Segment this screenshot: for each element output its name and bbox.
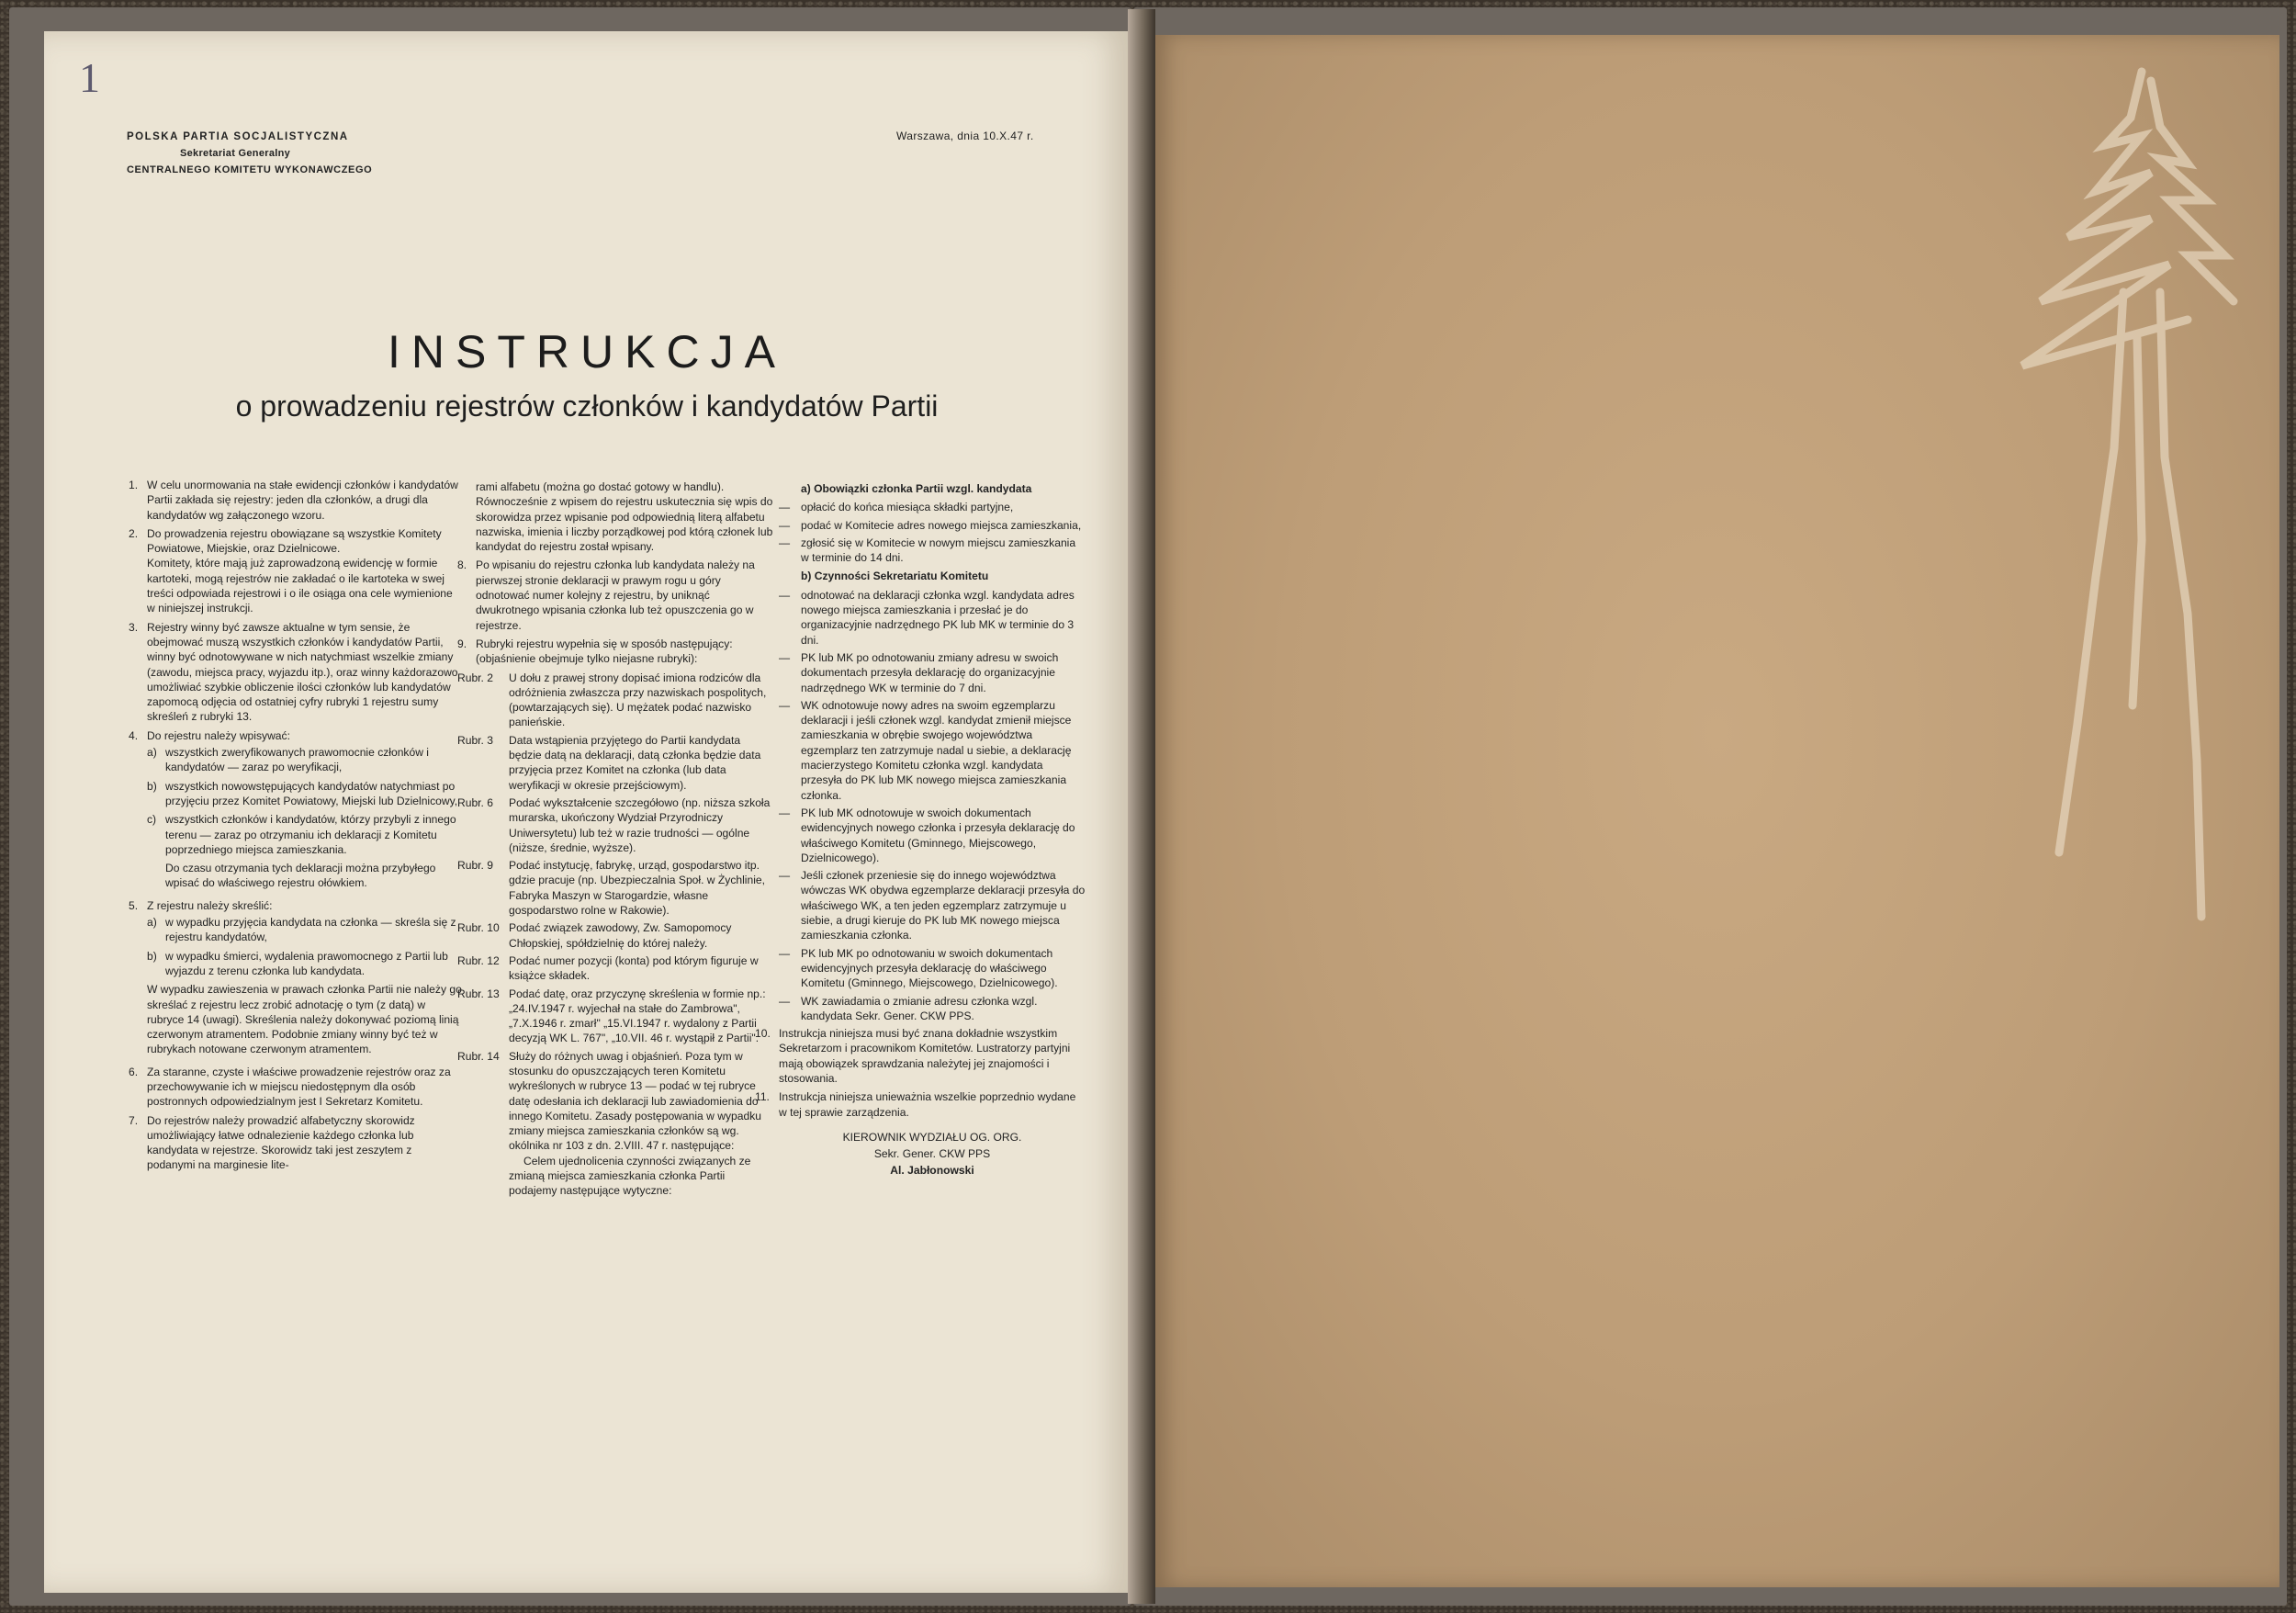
- right-page-blank: [1155, 35, 2279, 1587]
- paragraph-2-continued: Komitety, które mają już zaprowadzoną ewidencję w formie kartoteki, mogą rejestrów nie zakładać o ile kartoteka w swej treści odpowiada rejestrowi i o ile osiąga ona cele wymienione w niniejszej instrukcji.: [147, 557, 453, 615]
- handwritten-page-number: 1: [79, 54, 100, 101]
- paragraph-10: 10. Instrukcja niniejsza musi być znana dokładnie wszystkim Sekretarzom i pracownikom Komitetów. Lustratorzy partyjni mają obowiązek sprawdzania należytej jej znajomości i stosowania.: [755, 1027, 1071, 1085]
- left-page: [44, 31, 1128, 1593]
- signature-block: [779, 1129, 1086, 1179]
- duty-item: — Jeśli członek przeniesie się do innego województwa wówczas WK obydwa egzemplarze deklaracji przesyła do właściwego WK, a ten jeden egzemplarz zatrzymuje u siebie, a drugi kieruje do PK lub MK nowego miejsca zamieszkania członka.: [779, 869, 1086, 942]
- text-column-2: [457, 478, 775, 1201]
- duty-item: — PK lub MK po odnotowaniu zmiany adresu w swoich dokumentach przesyła deklarację do organizacyjnie nadrzędnego WK w terminie do 7 dni.: [779, 650, 1059, 694]
- paragraph-1: 1. W celu unormowania na stałe ewidencji członków i kandydatów Partii zakłada się rejestry: jeden dla członków, a drugi dla kandydatów wg załączonego wzoru.: [129, 479, 458, 522]
- paragraph-2: 2. Do prowadzenia rejestru obowiązane są wszystkie Komitety Powiatowe, Miejskie, oraz Dzielnicowe. Komitety, które mają już zaprowadzoną ewidencję w formie kartoteki, mogą rejestrów nie zakładać o ile kartoteka w swej treści odpowiada rejestrowi i o ile osiąga ona cele wymienione w niniejszej instrukcji.: [129, 526, 453, 615]
- document-subtitle: o prowadzeniu rejestrów członków i kandydatów Partii: [235, 389, 939, 423]
- paragraph-5b: b) w wypadku śmierci, wydalenia prawomocnego z Partii lub wyjazdu z terenu członka lub kandydata.: [147, 949, 448, 977]
- paragraph-4-continued: Do czasu otrzymania tych deklaracji można przybyłego wpisać do właściwego rejestru ołówkiem.: [165, 862, 436, 890]
- section-b-heading: b) Czynności Sekretariatu Komitetu: [801, 570, 989, 583]
- section-a-heading: a) Obowiązki członka Partii wzgl. kandydata: [801, 482, 1032, 495]
- duty-item: — zgłosić się w Komitecie w nowym miejscu zamieszkania w terminie do 14 dni.: [779, 536, 1076, 565]
- document-title: INSTRUKCJA: [388, 326, 786, 378]
- org-name: POLSKA PARTIA SOCJALISTYCZNA: [127, 131, 349, 142]
- signature-title: KIEROWNIK WYDZIAŁU OG. ORG.: [842, 1130, 1022, 1144]
- paragraph-7: 7. Do rejestrów należy prowadzić alfabetyczny skorowidz umożliwiający łatwe odnalezienie każdego członka lub kandydata w rejestrze. Skorowidz taki jest zeszytem z podanymi na marginesie lite-: [129, 1113, 415, 1172]
- paragraph-5a: a) w wypadku przyjęcia kandydata na członka — skreśla się z rejestru kandydatów,: [147, 916, 456, 944]
- rubric-12: Rubr. 12 Podać numer pozycji (konta) pod którym figuruje w książce składek.: [457, 953, 759, 983]
- duty-item: — PK lub MK odnotowuje w swoich dokumentach ewidencyjnych nowego członka i przesyła deklarację do właściwego Komitetu (Gminnego, Miejscowego, Dzielnicowego).: [779, 806, 1075, 864]
- org-secretariat: Sekretariat Generalny: [180, 148, 291, 159]
- rubric-3: Rubr. 3 Data wstąpienia przyjętego do Partii kandydata będzie datą na deklaracji, datą członka będzie data przyjęcia przez Komitet na członka (lub data weryfikacji w okresie przejściowym).: [457, 733, 761, 792]
- paragraph-9: 9. Rubryki rejestru wypełnia się w sposób następujący: (objaśnienie obejmuje tylko niejasne rubryki):: [457, 637, 733, 666]
- paragraph-4c: c) wszystkich członków i kandydatów, którzy przybyli z innego terenu — zaraz po otrzymaniu ich deklaracji z Komitetu poprzedniego miejsca zamieszkania.: [147, 813, 456, 856]
- paragraph-4b: b) wszystkich nowowstępujących kandydatów natychmiast po przyjęciu przez Komitet Powiatowy, Miejski lub Dzielnicowy,: [147, 779, 458, 807]
- paragraph-11: 11. Instrukcja niniejsza unieważnia wszelkie poprzednio wydane w tej sprawie zarządzenia.: [755, 1090, 1076, 1119]
- rubric-10: Rubr. 10 Podać związek zawodowy, Zw. Samopomocy Chłopskiej, spółdzielnię do której należy.: [457, 921, 732, 950]
- duty-item: — odnotować na deklaracji członka wzgl. kandydata adres nowego miejsca zamieszkania i przesłać je do organizacyjnie nadrzędnego PK lub MK w terminie do 3 dni.: [779, 588, 1075, 647]
- paragraph-8: 8. Po wpisaniu do rejestru członka lub kandydata należy na pierwszej stronie deklaracji w prawym rogu u góry odnotować numer kolejny z rejestru, by uniknąć dwukrotnego wpisania członka lub też opuszczenia go w rejestrze.: [457, 558, 755, 632]
- rubric-9: Rubr. 9 Podać instytucję, fabrykę, urząd, gospodarstwo itp. gdzie pracuje (np. Ubezpieczalnia Społ. w Żychlinie, Fabryka Maszyn w Starogardzie, własne gospodarstwo rolne w Rakowie).: [457, 859, 765, 918]
- text-column-1: [129, 478, 463, 1177]
- place-date: Warszawa, dnia 10.X.47 r.: [896, 130, 1034, 142]
- paragraph-5-continued: W wypadku zawieszenia w prawach członka Partii nie należy go skreślać z rejestru lecz zrobić adnotację o tym (z datą) w rubryce 14 (uwagi). Skreślenia należy dokonywać poziomą linią czerwonym atramentem. Podobnie zmiany winny być też w rubrykach notowane czerwonym atramentem.: [147, 983, 462, 1056]
- paragraph-4a: a) wszystkich zweryfikowanych prawomocnie członków i kandydatów — zaraz po weryfikacji,: [147, 746, 429, 774]
- duty-item: — opłacić do końca miesiąca składki partyjne,: [779, 501, 1014, 514]
- paragraph-5: 5. Z rejestru należy skreślić: a) w wypadku przyjęcia kandydata na członka — skreśla się z rejestru kandydatów, b) w wypadku śmierci, wydalenia prawomocnego z Partii lub wyjazdu z terenu członka lub kandydata. W wypadku zawieszenia w prawach członka Partii nie należy go skreślać z rejestru lecz zrobić adnotację o tym (z datą) w rubryce 14 (uwagi). Skreślenia należy dokonywać poziomą linią czerwonym atramentem. Podobnie zmiany winny być też w rubrykach notowane czerwonym atramentem.: [129, 898, 462, 1056]
- tree-sketch-icon: [2004, 62, 2243, 944]
- rubric-6: Rubr. 6 Podać wykształcenie szczegółowo (np. niższa szkoła murarska, ukończony Wydział Przyrodniczy Uniwersytetu) lub też w razie trudności — ogólne (niższe, średnie, wyższe).: [457, 795, 771, 854]
- rubric-2: Rubr. 2 U dołu z prawej strony dopisać imiona rodziców dla odróżnienia zwłaszcza przy nazwiskach pospolitych, (powtarzających się). U mężatek podać nazwisko panieńskie.: [457, 671, 767, 729]
- duty-item: — podać w Komitecie adres nowego miejsca zamieszkania,: [779, 518, 1082, 532]
- duty-item: — WK zawiadamia o zmianie adresu członka wzgl. kandydata Sekr. Gener. CKW PPS.: [779, 994, 1038, 1022]
- rubric-14: Rubr. 14 Służy do różnych uwag i objaśnień. Poza tym w stosunku do opuszczających teren Komitetu wykreślonych w rubryce 13 — podać w tej rubryce datę odesłania ich deklaracji lub zawiadomienia do innego Komitetu. Zasady postępowania w wypadku zmiany miejsca zamieszkania członków są wg. okólnika nr 103 z dn. 2.VIII. 47 r. następujące: Celem ujednolicenia czynności związanych ze zmianą miejsca zamieszkania członka Partii podajemy następujące wytyczne:: [457, 1049, 761, 1198]
- rubric-14-continued: Celem ujednolicenia czynności związanych ze zmianą miejsca zamieszkania członka Partii podajemy następujące wytyczne:: [509, 1154, 751, 1198]
- binder-spine: [1128, 9, 1155, 1604]
- signature-office: Sekr. Gener. CKW PPS: [873, 1146, 991, 1160]
- text-column-3: [755, 478, 1086, 1179]
- paragraph-3: 3. Rejestry winny być zawsze aktualne w tym sensie, że obejmować muszą wszystkich członków i kandydatów Partii, winny być odnotowywane w nich natychmiast wszelkie zmiany (zawodu, miejsca pracy, wyjazdu itp.), oraz winny każdorazowo umożliwiać szybkie obliczenie ilości członków lub kandydatów zapomocą odjęcia od ostatniej cyfry rubryki 1 rejestru sumy skreśleń z rubryki 13.: [129, 620, 458, 724]
- organization-header: [127, 129, 372, 178]
- paragraph-6: 6. Za staranne, czyste i właściwe prowadzenie rejestrów oraz za przechowywanie ich w miejscu niedostępnym dla osób postronnych odpowiedzialnym jest I Sekretarz Komitetu.: [129, 1065, 451, 1109]
- duty-item: — PK lub MK po odnotowaniu w swoich dokumentach ewidencyjnych przesyła deklarację do właściwego Komitetu (Gminnego, Miejscowego, Dzielnicowego).: [779, 946, 1058, 990]
- signature-name: Al. Jabłonowski: [890, 1163, 974, 1177]
- paragraph-4: 4. Do rejestru należy wpisywać: a) wszystkich zweryfikowanych prawomocnie członków i kandydatów — zaraz po weryfikacji, b) wszystkich nowowstępujących kandydatów natychmiast po przyjęciu przez Komitet Powiatowy, Miejski lub Dzielnicowy, c) wszystkich członków i kandydatów, którzy przybyli z innego terenu — zaraz po otrzymaniu ich deklaracji z Komitetu poprzedniego miejsca zamieszkania. Do czasu otrzymania tych deklaracji można przybyłego wpisać do właściwego rejestru ołówkiem.: [129, 728, 463, 895]
- rubric-13: Rubr. 13 Podać datę, oraz przyczynę skreślenia w formie np.: „24.IV.1947 r. wyjechał na stałe do Zambrowa", „7.X.1946 r. zmarł" „15.VI.1947 r. wydalony z Partii decyzją WK L. 767", „10.VII. 46 r. wystąpił z Partii".: [457, 987, 766, 1045]
- duty-item: — WK odnotowuje nowy adres na swoim egzemplarzu deklaracji i jeśli członek wzgl. kandydat zmienił miejsce zamieszkania w obrębie swojego województwa egzemplarz ten zatrzymuje nadal u siebie, a deklarację macierzystego Komitetu członka wzgl. kandydata przesyła do PK lub MK nowego miejsca zamieszkania członka.: [779, 698, 1072, 802]
- paragraph-7-continued: rami alfabetu (można go dostać gotowy w handlu). Równocześnie z wpisem do rejestru uskutecznia się wpis do skorowidza przez wpisanie pod odpowiednią literą alfabetu nazwiska, imienia i liczby porządkowej pod którą członek lub kandydat do rejestru został wpisany.: [476, 480, 773, 554]
- org-committee: CENTRALNEGO KOMITETU WYKONAWCZEGO: [127, 164, 373, 175]
